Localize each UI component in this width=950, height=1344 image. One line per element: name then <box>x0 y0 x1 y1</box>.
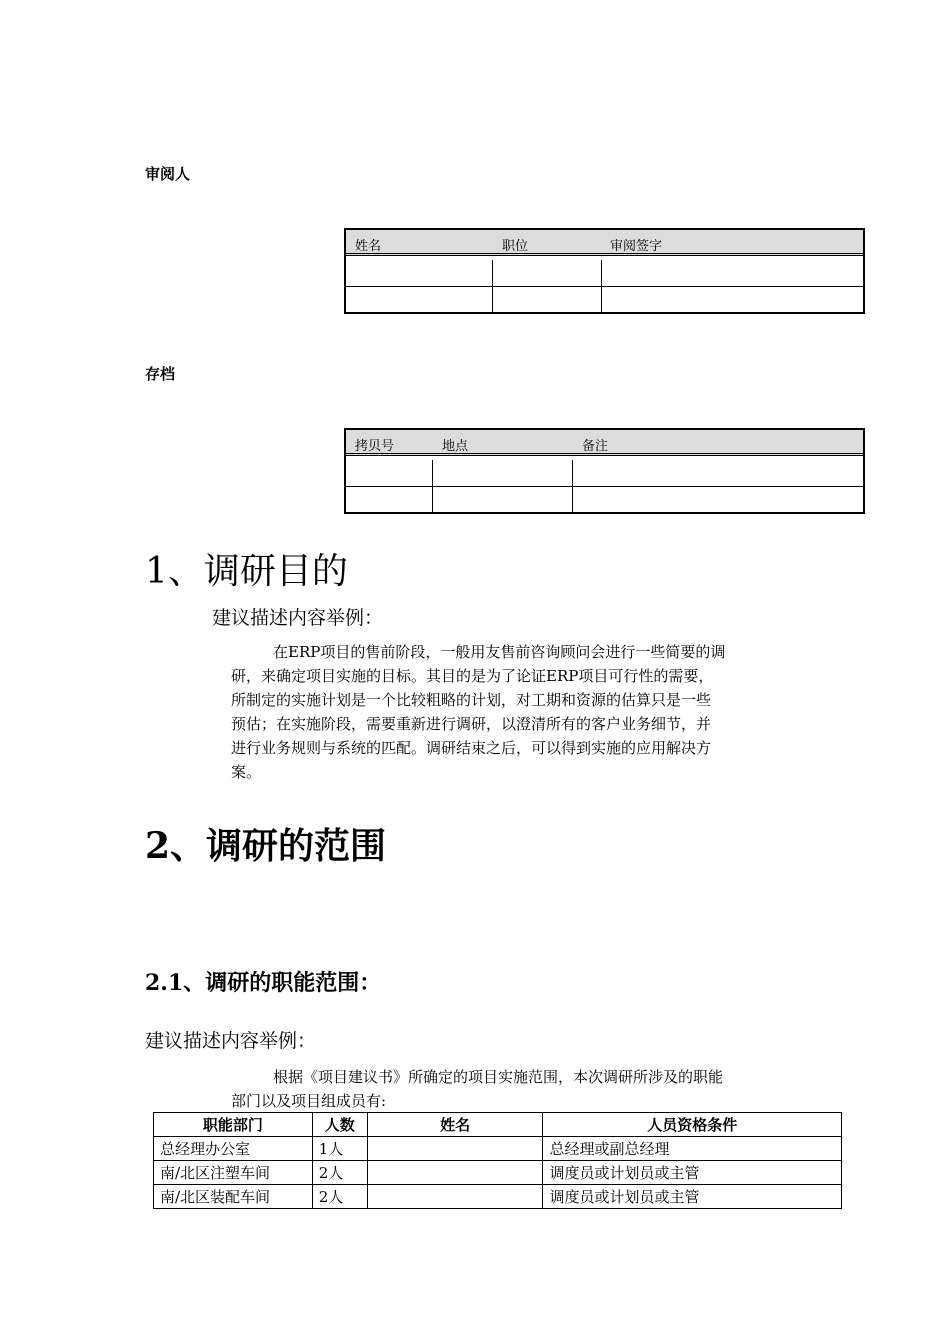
cell-count: 2人 <box>312 1161 367 1185</box>
archive-table-header <box>346 430 863 456</box>
archive-header-location: 地点 <box>442 439 469 454</box>
cell-department: 南/北区注塑车间 <box>154 1161 313 1185</box>
section1-line: 进行业务规则与系统的匹配。调研结束之后，可以得到实施的应用解决方 <box>231 739 712 757</box>
header-qualification: 人员资格条件 <box>543 1113 842 1137</box>
section1-line: 预估；在实施阶段，需要重新进行调研，以澄清所有的客户业务细节，并 <box>231 715 712 733</box>
review-row-divider <box>346 286 863 287</box>
review-col-divider <box>601 260 602 312</box>
cell-count: 2人 <box>312 1185 367 1209</box>
section1-line: 案。 <box>231 763 262 781</box>
cell-qualification: 调度员或计划员或主管 <box>543 1161 842 1185</box>
review-header-position: 职位 <box>502 239 529 254</box>
section2-title: 2、调研的范围 <box>145 825 387 867</box>
cell-name <box>367 1161 543 1185</box>
review-col-divider <box>492 260 493 312</box>
table-row <box>154 1161 842 1185</box>
cell-department: 南/北区装配车间 <box>154 1185 313 1209</box>
section21-subtitle: 建议描述内容举例： <box>145 1030 317 1052</box>
review-header-name: 姓名 <box>355 239 382 254</box>
section1-title: 1、调研目的 <box>145 551 348 592</box>
section1-line: 在ERP项目的售前阶段，一般用友售前咨询顾问会进行一些简要的调 <box>273 643 726 661</box>
cell-department: 总经理办公室 <box>154 1137 313 1161</box>
cell-name <box>367 1185 543 1209</box>
cell-name <box>367 1137 543 1161</box>
function-table <box>153 1112 842 1209</box>
archive-label: 存档 <box>145 365 176 383</box>
archive-header-remarks: 备注 <box>582 439 609 454</box>
cell-count: 1人 <box>312 1137 367 1161</box>
header-department: 职能部门 <box>154 1113 313 1137</box>
cell-qualification: 调度员或计划员或主管 <box>543 1185 842 1209</box>
section1-subtitle: 建议描述内容举例： <box>212 607 384 629</box>
archive-col-divider <box>432 460 433 512</box>
review-table <box>344 228 865 314</box>
section21-paragraph <box>231 1065 811 1113</box>
archive-table <box>344 428 865 514</box>
section1-paragraph <box>231 640 811 784</box>
section21-line: 部门以及项目组成员有: <box>231 1092 387 1110</box>
section21-title: 2.1、调研的职能范围： <box>145 970 382 996</box>
header-count: 人数 <box>312 1113 367 1137</box>
review-table-header <box>346 230 863 256</box>
archive-header-copy-no: 拷贝号 <box>355 439 395 454</box>
section1-line: 所制定的实施计划是一个比较粗略的计划，对工期和资源的估算只是一些 <box>231 691 712 709</box>
archive-row-divider <box>346 486 863 487</box>
section21-line: 根据《项目建议书》所确定的项目实施范围，本次调研所涉及的职能 <box>273 1068 724 1086</box>
section1-line: 研，来确定项目实施的目标。其目的是为了论证ERP项目可行性的需要， <box>231 667 714 685</box>
archive-col-divider <box>572 460 573 512</box>
function-table-header <box>154 1113 842 1137</box>
review-label: 审阅人 <box>145 165 191 183</box>
cell-qualification: 总经理或副总经理 <box>543 1137 842 1161</box>
table-row <box>154 1185 842 1209</box>
review-header-signature: 审阅签字 <box>610 239 663 254</box>
header-name: 姓名 <box>367 1113 543 1137</box>
table-row <box>154 1137 842 1161</box>
